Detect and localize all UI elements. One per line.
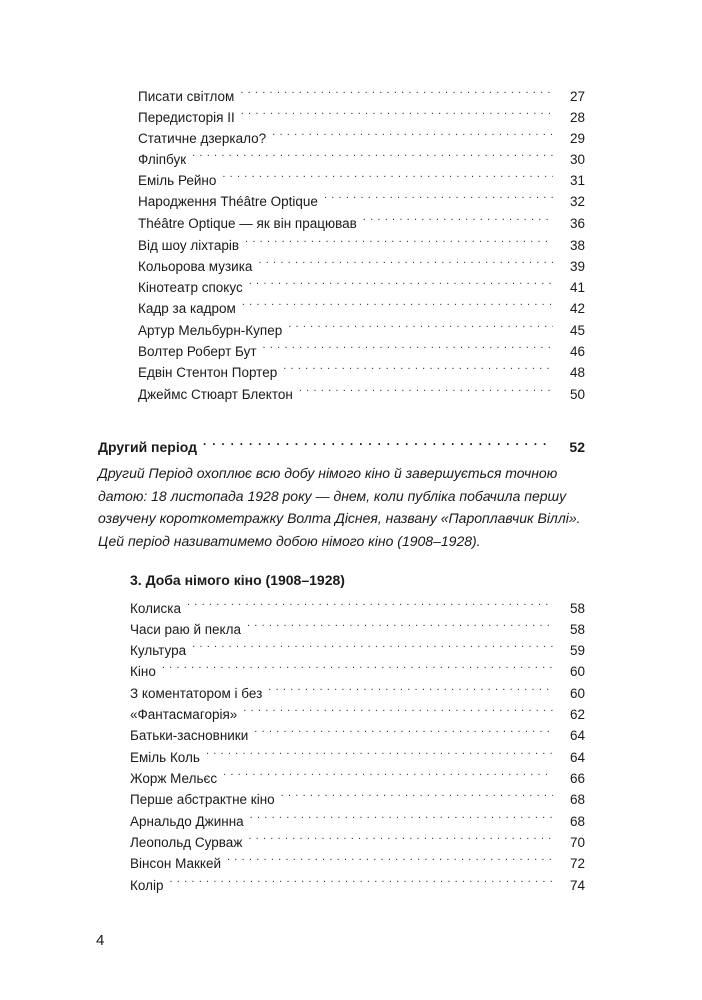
toc-entry-title: Кінотеатр спокус [138,280,243,295]
toc-entry [130,826,585,850]
toc-entry-page: 60 [569,686,585,701]
dot-leader [203,431,553,452]
toc-entry-title: Культура [130,643,187,658]
toc-entry-title: Статичне дзеркало? [138,131,267,146]
toc-entry [138,250,585,274]
toc-entry [130,698,585,722]
dot-leader [248,826,553,847]
dot-leader [272,122,553,143]
toc-entry [130,677,585,701]
period-page: 52 [569,439,585,455]
toc-entry-page: 31 [569,173,585,188]
toc-entry [138,101,585,125]
toc-entry-title: Батьки-засновники [130,728,249,743]
toc-entry-title: Леопольд Сурваж [130,835,243,850]
toc-entry [138,378,585,402]
dot-leader [247,613,553,634]
toc-entry [130,592,585,616]
dot-leader [162,655,553,676]
dot-leader [222,164,553,185]
toc-entry [130,847,585,871]
toc-entry-page: 68 [569,814,585,829]
toc-entry-title: Артур Мельбурн-Купер [138,323,283,338]
dot-leader [227,847,553,868]
dot-leader [243,698,553,719]
toc-entry-title: Кольорова музика [138,259,253,274]
toc-period-entry [98,431,585,453]
dot-leader [258,250,553,271]
period-description: Другий Період охоплює всю добу німого кіно й завершується точною датою: 18 листопада 1928 року — днем, коли публіка побачила першу озвучену короткометражку Волта Діснея, названу «Пароплавчик Віллі». Цей період називатимемо добою німого кіно (1908–1928). [98,465,581,549]
dot-leader [254,719,553,740]
toc-entry [138,143,585,167]
dot-leader [192,143,553,164]
toc-entry [130,741,585,765]
toc-entry-title: Волтер Роберт Бут [138,344,257,359]
toc-entry [130,655,585,679]
toc-entry-title: Арнальдо Джинна [130,814,244,829]
toc-entry-title: Вінсон Маккей [130,856,221,871]
toc-entry [130,805,585,829]
toc-entry-page: 64 [569,728,585,743]
dot-leader [187,592,553,613]
dot-leader [206,741,553,762]
period-title: Другий період [98,439,197,455]
toc-entry-page: 42 [569,301,585,316]
toc-entry-page: 68 [569,792,585,807]
toc-entry-title: Народження Théâtre Optique [138,194,318,209]
toc-entry-page: 38 [569,238,585,253]
toc-entry [138,185,585,209]
toc-entry [130,719,585,743]
toc-entry-page: 36 [569,216,585,231]
toc-entry-title: Часи раю й пекла [130,622,241,637]
toc-entry [138,314,585,338]
dot-leader [288,314,553,335]
dot-leader [241,101,553,122]
toc-entry-title: Джеймс Стюарт Блектон [138,387,293,402]
toc-entry-page: 32 [569,194,585,209]
toc-entry-page: 28 [569,110,585,125]
toc-entry-page: 41 [569,280,585,295]
toc-entry-title: Еміль Рейно [138,173,217,188]
dot-leader [245,229,553,250]
dot-leader [263,335,553,356]
toc-entry-title: Кадр за кадром [138,301,236,316]
dot-leader [240,80,553,101]
toc-entry-title: Перше абстрактне кіно [130,792,275,807]
dot-leader [299,378,553,399]
toc-entry-title: Передисторія II [138,110,235,125]
toc-entry [138,356,585,380]
toc-entry-title: З коментатором і без [130,686,263,701]
toc-entry-page: 39 [569,259,585,274]
toc-entry-page: 64 [569,750,585,765]
toc-entry-title: Від шоу ліхтарів [138,238,240,253]
toc-entry [138,207,585,231]
toc-entry-page: 27 [569,89,585,104]
toc-entry [138,122,585,146]
toc-entry-title: Жорж Мельєс [130,771,218,786]
toc-entry [138,271,585,295]
dot-leader [281,783,553,804]
toc-entry-title: Еміль Коль [130,750,200,765]
dot-leader [242,292,553,313]
toc-entry-page: 58 [569,601,585,616]
toc-entry-page: 46 [569,344,585,359]
toc-entry-title: Колір [130,878,164,893]
toc-entry-title: Théâtre Optique — як він працював [138,216,357,231]
toc-entry-title: Писати світлом [138,89,235,104]
toc-entry-title: Колиска [130,601,181,616]
dot-leader [268,677,553,698]
toc-entry-title: «Фантасмагорія» [130,707,238,722]
toc-entry [138,80,585,104]
toc-entry [130,613,585,637]
dot-leader [250,805,553,826]
toc-entry [138,292,585,316]
toc-entry-page: 30 [569,152,585,167]
toc-entry-page: 60 [569,664,585,679]
dot-leader [324,185,553,206]
toc-entry-page: 48 [569,365,585,380]
dot-leader [192,634,553,655]
chapter-heading: 3. Доба німого кіно (1908–1928) [130,572,345,588]
toc-entry-page: 29 [569,131,585,146]
toc-entry-page: 50 [569,387,585,402]
toc-entry [130,634,585,658]
toc-entry-page: 58 [569,622,585,637]
toc-entry-title: Фліпбук [138,152,187,167]
toc-entry [130,869,585,893]
toc-entry-page: 59 [569,643,585,658]
page-number: 4 [96,932,105,949]
toc-entry-page: 45 [569,323,585,338]
toc-entry-page: 72 [569,856,585,871]
toc-entry [138,335,585,359]
toc-entry-page: 74 [569,878,585,893]
toc-entry-page: 66 [569,771,585,786]
dot-leader [249,271,553,292]
toc-entry [130,783,585,807]
dot-leader [283,356,553,377]
toc-entry-title: Едвін Стентон Портер [138,365,278,380]
toc-entry [130,762,585,786]
dot-leader [223,762,553,783]
toc-entry [138,164,585,188]
toc-entry-page: 70 [569,835,585,850]
toc-entry-title: Кіно [130,664,156,679]
toc-entry [138,229,585,253]
toc-entry-page: 62 [569,707,585,722]
dot-leader [363,207,553,228]
dot-leader [169,869,553,890]
